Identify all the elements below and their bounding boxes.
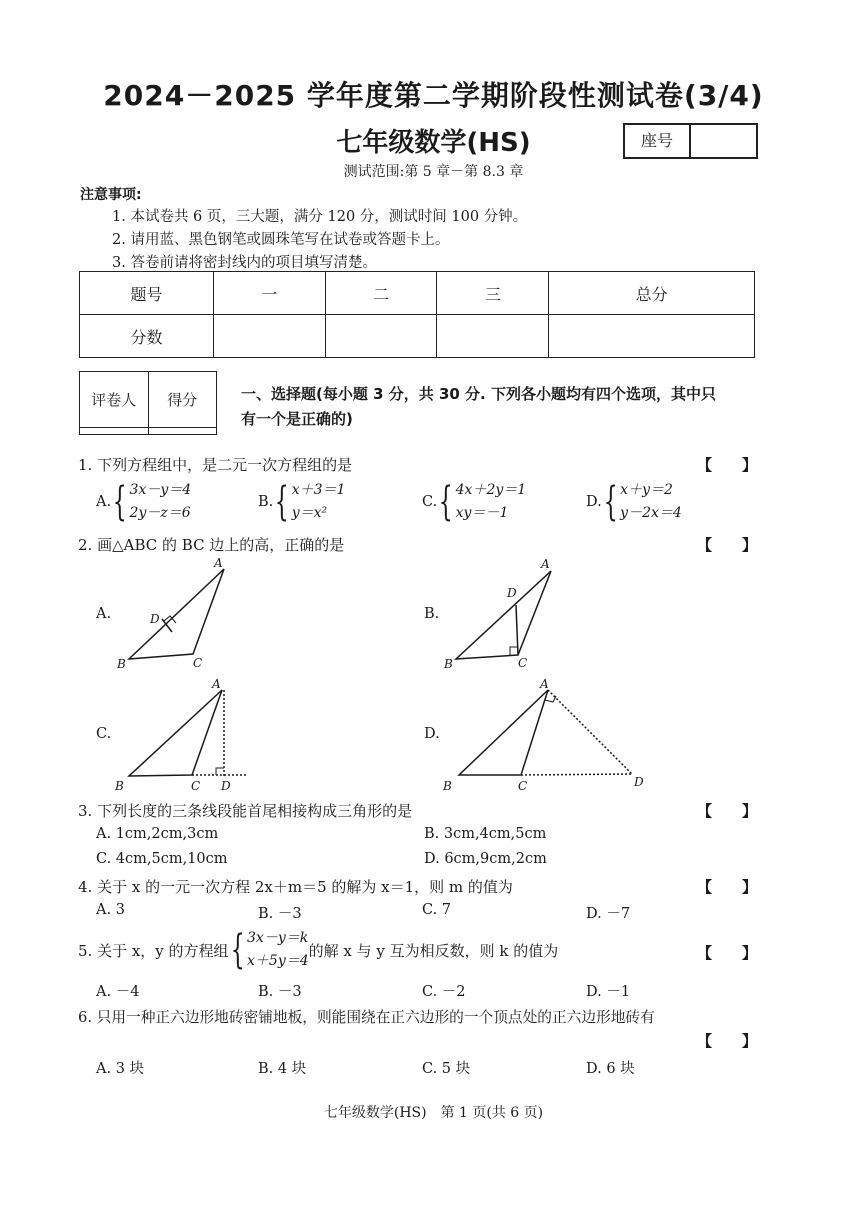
score-header-cell: 题号 [80, 272, 214, 315]
bracket-open: 【 [697, 944, 713, 962]
exam-title: 2024－2025 学年度第二学期阶段性测试卷(3/4) [103, 79, 764, 112]
option-label: B. [258, 494, 274, 510]
right-angle-mark [510, 647, 518, 655]
point-label-d: D [150, 612, 160, 626]
score-table-header-row [80, 272, 755, 315]
brace-icon: { [112, 479, 127, 525]
bracket-open: 【 [697, 802, 713, 820]
bracket-open: 【 [697, 1032, 713, 1050]
q2-option-a-label[interactable]: A. [96, 606, 112, 622]
grader-score-field[interactable] [148, 428, 217, 435]
grader-score-label: 得分 [148, 372, 217, 428]
brace-icon: { [230, 927, 245, 973]
score-cell[interactable] [214, 315, 326, 358]
q4-option-b[interactable]: B. －3 [258, 906, 302, 922]
q5-option-a[interactable]: A. －4 [96, 984, 140, 1000]
q4-option-a[interactable]: A. 3 [96, 902, 125, 918]
point-label-b: B [444, 657, 453, 671]
equation-row: 3x－y＝4 [129, 482, 192, 498]
bracket-close: 】 [741, 878, 757, 896]
bracket-open: 【 [697, 536, 713, 554]
bracket-close: 】 [741, 536, 757, 554]
question-1-stem: 1. 下列方程组中，是二元一次方程组的是 [78, 456, 353, 474]
point-label-b: B [443, 779, 452, 793]
brace-icon: { [603, 479, 618, 525]
section-heading-line: 一、选择题(每小题 3 分，共 30 分. 下列各小题均有四个选项，其中只 [241, 385, 716, 403]
option-label: C. [422, 494, 438, 510]
q6-option-a[interactable]: A. 3 块 [96, 1061, 145, 1077]
grader-table [79, 371, 217, 435]
point-label-d: D [634, 775, 644, 789]
equation-row: y＝x² [291, 505, 328, 521]
question-6-stem: 6. 只用一种正六边形地砖密铺地板，则能围绕在正六边形的一个顶点处的正六边形地砖有 [78, 1009, 655, 1026]
seat-number-field[interactable] [691, 125, 756, 157]
q3-option-b[interactable]: B. 3cm,4cm,5cm [424, 826, 547, 842]
triangle-abc [459, 690, 548, 775]
reviewer-label: 评卷人 [80, 372, 149, 428]
score-header-cell: 二 [325, 272, 437, 315]
note-item: 2. 请用蓝、黑色钢笔或圆珠笔写在试卷或答题卡上。 [112, 232, 450, 248]
score-header-cell: 三 [437, 272, 549, 315]
score-cell[interactable] [437, 315, 549, 358]
section-heading-line: 有一个是正确的) [241, 410, 353, 428]
right-angle-mark [216, 768, 224, 775]
q2-figures [0, 550, 867, 800]
q2-option-c-label[interactable]: C. [96, 726, 112, 742]
score-cell[interactable] [325, 315, 437, 358]
score-table-score-row [80, 315, 755, 358]
page-footer: 七年级数学(HS) 第 1 页(共 6 页) [323, 1105, 544, 1121]
equation-row: x＋3＝1 [291, 482, 346, 498]
reviewer-field[interactable] [80, 428, 149, 435]
q3-option-d[interactable]: D. 6cm,9cm,2cm [424, 851, 547, 867]
equation-row: x＋5y＝4 [247, 953, 309, 969]
score-row-label: 分数 [80, 315, 214, 358]
q1-option-d[interactable] [586, 479, 682, 525]
figure-d [442, 677, 644, 793]
stem-text: 的解 x 与 y 互为相反数，则 k 的值为 [308, 941, 559, 960]
point-label-a: A [540, 677, 549, 691]
q4-option-c[interactable]: C. 7 [422, 902, 452, 918]
section-heading [241, 382, 761, 432]
notes-heading: 注意事项: [80, 187, 142, 203]
q4-option-d[interactable]: D. －7 [586, 906, 631, 922]
point-label-c: C [518, 656, 528, 670]
answer-bracket[interactable] [697, 800, 757, 821]
equation-row: x＋y＝2 [620, 482, 673, 498]
figure-b [443, 557, 551, 671]
equation-row: 3x－y＝k [247, 930, 309, 946]
extension-dashed [521, 774, 632, 775]
q1-option-c[interactable] [422, 479, 526, 525]
score-header-cell: 一 [214, 272, 326, 315]
test-scope: 测试范围:第 5 章－第 8.3 章 [343, 164, 524, 180]
score-table [79, 271, 755, 358]
q6-option-b[interactable]: B. 4 块 [258, 1061, 307, 1077]
point-label-c: C [193, 656, 203, 670]
equation-row: 4x＋2y＝1 [455, 482, 527, 498]
brace-icon: { [274, 479, 289, 525]
bracket-open: 【 [697, 878, 713, 896]
bracket-open: 【 [697, 456, 713, 474]
question-4-stem: 4. 关于 x 的一元一次方程 2x＋m＝5 的解为 x＝1，则 m 的值为 [78, 878, 513, 896]
question-5-stem [78, 927, 558, 973]
triangle-abc [129, 569, 224, 659]
point-label-b: B [115, 779, 124, 793]
q2-option-b-label[interactable]: B. [424, 606, 440, 622]
answer-bracket[interactable] [697, 454, 757, 475]
bracket-close: 】 [741, 944, 757, 962]
triangle-abc [456, 571, 551, 659]
q5-option-d[interactable]: D. －1 [586, 984, 631, 1000]
option-label: A. [96, 494, 112, 510]
note-item: 3. 答卷前请将密封线内的项目填写清楚。 [112, 255, 377, 271]
question-3-stem: 3. 下列长度的三条线段能首尾相接构成三角形的是 [78, 802, 413, 820]
q6-option-d[interactable]: D. 6 块 [586, 1061, 635, 1077]
answer-bracket[interactable] [697, 942, 757, 963]
answer-bracket[interactable] [697, 1030, 757, 1051]
score-header-cell: 总分 [549, 272, 755, 315]
equation-row: y－2x＝4 [620, 505, 682, 521]
q3-option-c[interactable]: C. 4cm,5cm,10cm [96, 851, 228, 867]
seat-label: 座号 [625, 125, 691, 157]
point-label-c: C [518, 779, 528, 793]
q1-option-a[interactable] [96, 479, 191, 525]
q6-option-c[interactable]: C. 5 块 [422, 1061, 471, 1077]
q2-option-d-label[interactable]: D. [424, 726, 440, 742]
point-label-c: C [191, 779, 201, 793]
stem-text: 5. 关于 x，y 的方程组 [78, 941, 229, 960]
point-label-b: B [117, 657, 126, 671]
bracket-close: 】 [741, 802, 757, 820]
figure-a [116, 556, 224, 671]
question-2-stem: 2. 画△ABC 的 BC 边上的高，正确的是 [78, 536, 345, 554]
q3-option-a[interactable]: A. 1cm,2cm,3cm [96, 826, 219, 842]
figure-c [114, 677, 246, 793]
point-label-d: D [221, 779, 231, 793]
seat-number-box [623, 123, 758, 159]
equation-row: xy＝－1 [455, 505, 509, 521]
brace-icon: { [438, 479, 453, 525]
point-label-a: A [541, 557, 550, 571]
q5-option-c[interactable]: C. －2 [422, 984, 466, 1000]
note-item: 1. 本试卷共 6 页，三大题，满分 120 分，测试时间 100 分钟。 [112, 209, 528, 225]
q5-option-b[interactable]: B. －3 [258, 984, 302, 1000]
score-cell[interactable] [549, 315, 755, 358]
equation-row: 2y－z＝6 [129, 505, 191, 521]
answer-bracket[interactable] [697, 876, 757, 897]
point-label-a: A [212, 677, 221, 691]
option-label: D. [586, 494, 602, 510]
altitude-dashed [548, 690, 632, 774]
bracket-close: 】 [741, 1032, 757, 1050]
point-label-d: D [507, 586, 517, 600]
exam-subtitle: 七年级数学(HS) [336, 128, 531, 158]
triangle-abc [129, 690, 222, 776]
q1-option-b[interactable] [258, 479, 345, 525]
point-label-a: A [214, 556, 223, 570]
bracket-close: 】 [741, 456, 757, 474]
